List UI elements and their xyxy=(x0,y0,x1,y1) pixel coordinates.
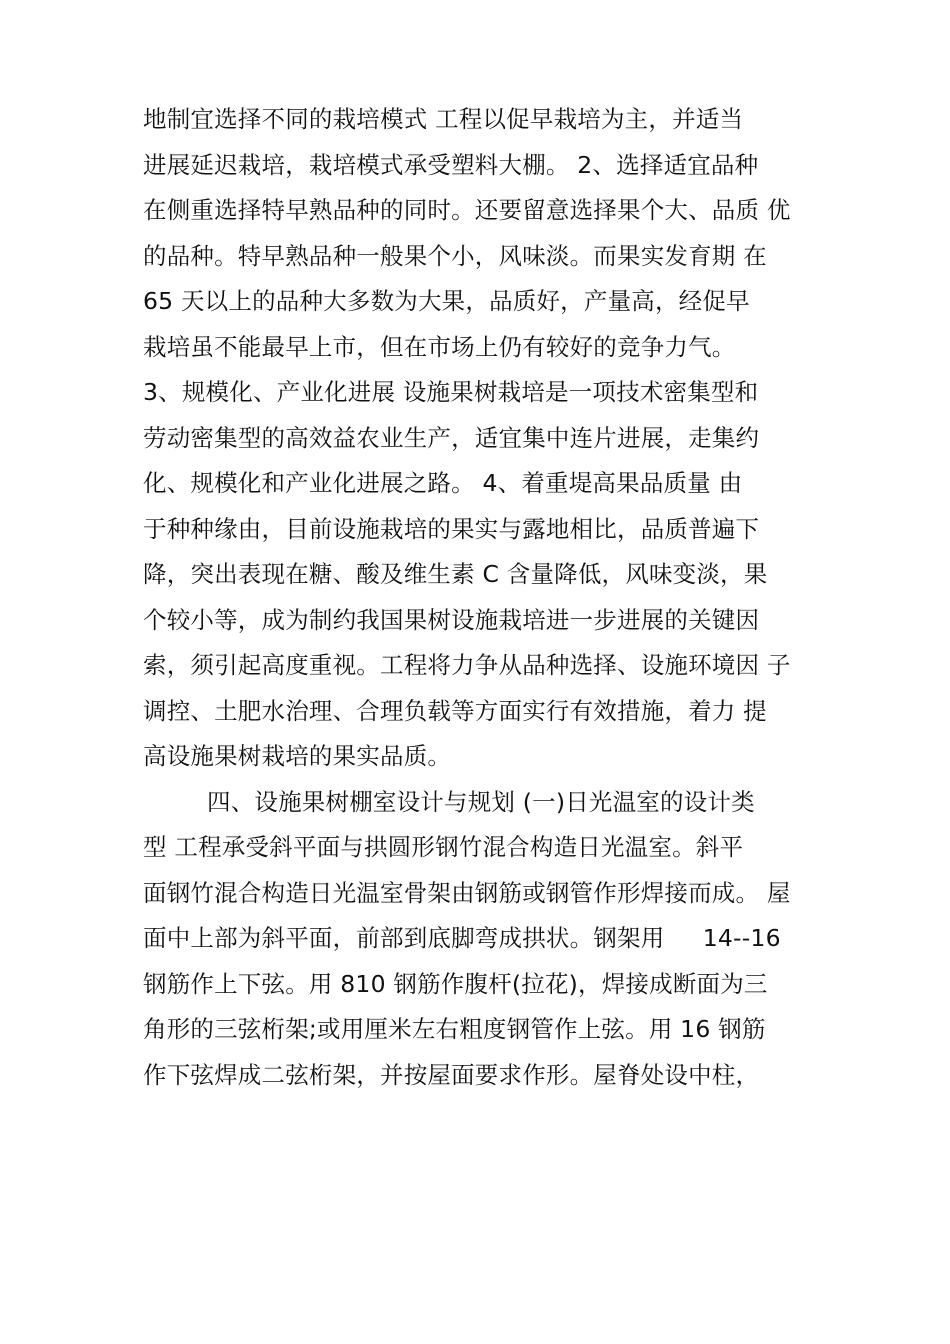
paragraph-2 xyxy=(143,780,823,1099)
text-line: 地制宜选择不同的栽培模式 工程以促早栽培为主，并适当 xyxy=(143,105,744,133)
body-text xyxy=(143,97,823,1098)
text-line: 化、规模化和产业化进展之路。 4、着重堤高果品质量 由 xyxy=(143,469,743,497)
text-line: 型 工程承受斜平面与拱圆形钢竹混合构造日光温室。斜平 xyxy=(143,833,744,861)
text-line: 角形的三弦桁架;或用厘米左右粗度钢管作上弦。用 16 钢筋 xyxy=(143,1015,766,1043)
text-line: 3、规模化、产业化进展 设施果树栽培是一项技术密集型和 xyxy=(143,378,759,406)
text-line: 栽培虽不能最早上市，但在市场上仍有较好的竞争力气。 xyxy=(143,332,736,361)
text-line: 劳动密集型的高效益农业生产，适宜集中连片进展，走集约 xyxy=(143,423,760,452)
text-line: 面中上部为斜平面，前部到底脚弯成拱状。钢架用 14--16 xyxy=(143,924,781,952)
text-line: 个较小等，成为制约我国果树设施栽培进一步进展的关键因 xyxy=(143,605,760,634)
text-line: 索，须引起高度重视。工程将力争从品种选择、设施环境因 子 xyxy=(143,651,791,679)
text-line: 钢筋作上下弦。用 810 钢筋作腹杆(拉花)，焊接成断面为三 xyxy=(143,969,768,998)
text-line: 在侧重选择特早熟品种的同时。还要留意选择果个大、品质 优 xyxy=(143,196,791,224)
text-line: 于种种缘由，目前设施栽培的果实与露地相比，品质普遍下 xyxy=(143,514,760,543)
text-line: 作下弦焊成二弦桁架，并按屋面要求作形。屋脊处设中柱， xyxy=(143,1060,760,1089)
text-line: 的品种。特早熟品种一般果个小，风味淡。而果实发育期 在 xyxy=(143,241,767,270)
text-line: 高设施果树栽培的果实品质。 xyxy=(143,742,452,770)
paragraph-1 xyxy=(143,97,823,780)
text-line: 65 天以上的品种大多数为大果，品质好，产量高，经促早 xyxy=(143,287,750,315)
text-line: 四、设施果树棚室设计与规划 (一)日光温室的设计类 xyxy=(207,787,755,816)
text-line: 调控、土肥水治理、合理负载等方面实行有效措施，着力 提 xyxy=(143,696,767,725)
text-line: 降，突出表现在糖、酸及维生素 C 含量降低，风味变淡，果 xyxy=(143,560,768,588)
text-line: 面钢竹混合构造日光温室骨架由钢筋或钢管作形焊接而成。 屋 xyxy=(143,878,791,907)
text-line: 进展延迟栽培，栽培模式承受塑料大棚。 2、选择适宜品种 xyxy=(143,150,759,179)
